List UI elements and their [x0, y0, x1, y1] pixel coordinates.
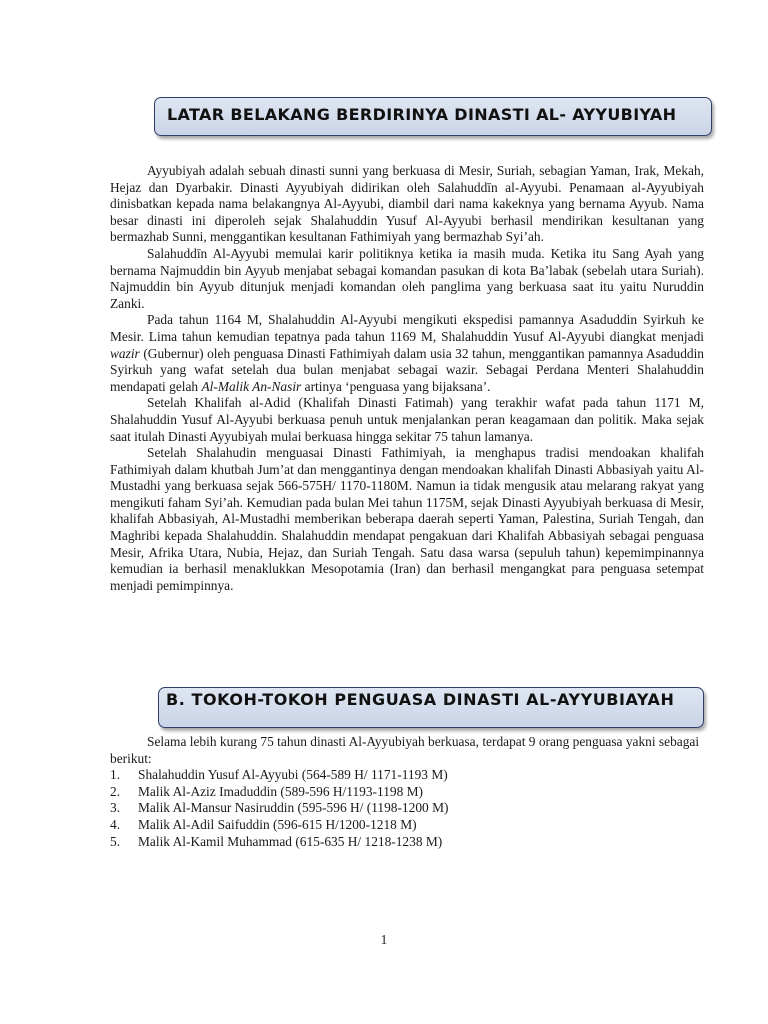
list-item	[110, 834, 704, 851]
text-run: artinya ‘penguasa yang bijaksana’.	[301, 378, 491, 394]
rulers-list	[110, 767, 704, 850]
section-body	[110, 734, 704, 850]
page-number: 1	[380, 932, 388, 947]
paragraph	[110, 312, 704, 395]
section-body	[110, 163, 704, 594]
list-number: 5.	[110, 833, 121, 849]
paragraph: Setelah Shalahudin menguasai Dinasti Fathimiyah, ia menghapus tradisi mendoakan khalifah Fathimiyah dalam khutbah Jum’at dan menggantinya dengan mendoakan khalifah Dinasti Abbasiyah yaitu Al- Mustadhi yang berkuasa sejak 566-575H/ 1170-1180M. Namun ia tidak mengusik atau melarang rakyat yang mengikuti faham Syi’ah. Kemudian pada bulan Mei tahun 1175M, sejak Dinasti Ayyubiyah berkuasa di Mesir, khalifah Abbasiyah, Al-Mustadhi memberikan beberapa daerah seperti Yaman, Palestina, Suriah Tengah, dan Maghribi kepada Shalahuddin. Shalahuddin mendapat pengakuan dari Khalifah Abbasiyah sebagai penguasa Mesir, Afrika Utara, Nubia, Hejaz, dan Suriah Tengah. Satu dasa warsa (sepuluh tahun) kepemimpinannya kemudian ia berhasil menaklukkan Mesopotamia (Iran) dan berhasil mengangkat para penguasa setempat menjadi pemimpinnya.	[110, 445, 704, 593]
list-item	[110, 800, 704, 817]
paragraph: Setelah Khalifah al-Adid (Khalifah Dinasti Fatimah) yang terakhir wafat pada tahun 1171 M, Shalahuddin Yusuf Al-Ayyubi berkuasa penuh untuk menjalankan peran keagamaan dan politik. Maka sejak saat itulah Dinasti Ayyubiyah mulai berkuasa hingga sekitar 75 tahun lamanya.	[110, 395, 704, 444]
list-text: Shalahuddin Yusuf Al-Ayyubi (564-589 H/ 1171-1193 M)	[138, 767, 448, 783]
text-run: Pada tahun 1164 M, Shalahuddin Al-Ayyubi mengikuti ekspedisi pamannya Asaduddin Syirkuh ke Mesir. Lima tahun kemudian tepatnya pada tahun 1169 M, Shalahuddin Yusuf Al-Ayyubi diangkat menjadi	[110, 312, 704, 344]
section-heading-title: LATAR BELAKANG BERDIRINYA DINASTI AL- AYYUBIYAH	[167, 105, 677, 124]
paragraph: Selama lebih kurang 75 tahun dinasti Al-Ayyubiyah berkuasa, terdapat 9 orang penguasa yakni sebagai berikut:	[110, 734, 700, 766]
list-number: 2.	[110, 783, 121, 799]
list-text: Malik Al-Adil Saifuddin (596-615 H/1200-1218 M)	[138, 816, 417, 832]
list-item	[110, 784, 704, 801]
list-number: 4.	[110, 816, 121, 832]
list-item	[110, 817, 704, 834]
italic-term: wazir	[110, 345, 140, 361]
list-text: Malik Al-Kamil Muhammad (615-635 H/ 1218-1238 M)	[138, 833, 443, 849]
list-number: 3.	[110, 800, 121, 816]
text-run: (Gubernur) oleh penguasa Dinasti Fathimiyah dalam usia 32 tahun, menggantikan pamannya Asaduddin Syirkuh yang wafat setelah dua bulan menjabat sebagai wazir. Sebagai Perdana Menteri Shalahuddin mendapati gelah	[110, 345, 704, 394]
list-number: 1.	[110, 767, 121, 783]
list-text: Malik Al-Aziz Imaduddin (589-596 H/1193-1198 M)	[138, 783, 424, 799]
italic-term: Al-Malik An-Nasir	[201, 378, 302, 394]
section-heading-title: B. TOKOH-TOKOH PENGUASA DINASTI AL-AYYUBIAYAH	[166, 690, 675, 709]
paragraph: Salahuddīn Al-Ayyubi memulai karir politiknya ketika ia masih muda. Ketika itu Sang Ayah yang bernama Najmuddin bin Ayyub menjabat sebagai komandan pasukan di kota Ba’labak (sebelah utara Suriah). Najmuddin bin Ayyub ditunjuk menjadi komandan oleh panglima yang berkuasa saat itu yaitu Nuruddin Zanki.	[110, 245, 704, 311]
paragraph: Ayyubiyah adalah sebuah dinasti sunni yang berkuasa di Mesir, Suriah, sebagian Yaman, Irak, Mekah, Hejaz dan Dyarbakir. Dinasti Ayyubiyah didirikan oleh Salahuddīn al-Ayyubi. Penamaan al-Ayyubiyah dinisbatkan kepada nama belakangnya Al-Ayyubi, diambil dari nama kakeknya yang bernama Ayyub. Nama besar dinasti ini diperoleh sejak Shalahuddin Yusuf Al-Ayyubi berhasil mendirikan kesultanan yang bermazhab Sunni, menggantikan kesultanan Fathimiyah yang bermazhab Syi’ah.	[110, 163, 704, 245]
list-text: Malik Al-Mansur Nasiruddin (595-596 H/ (1198-1200 M)	[138, 800, 449, 816]
list-item	[110, 767, 704, 784]
